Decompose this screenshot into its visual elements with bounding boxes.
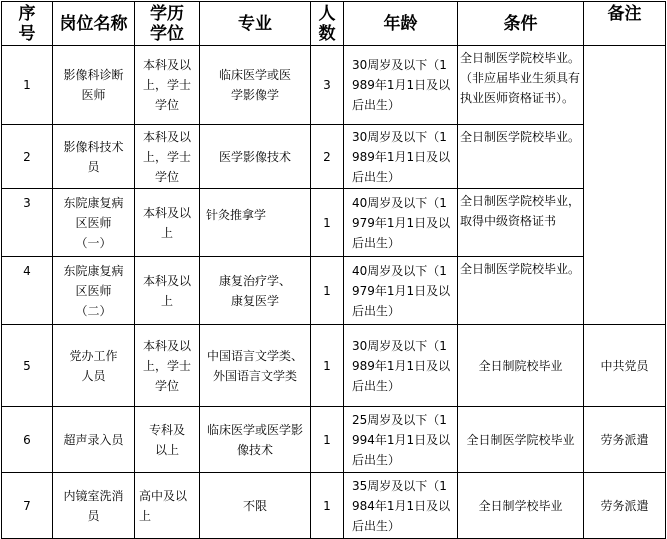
cell-cond: 全日制医学院校毕业。 [458,125,584,189]
cell-post: 东院康复病区医师（二） [53,257,135,325]
header-edu: 学历学位 [135,2,200,46]
cell-cond: 全日制医学院校毕业。 [458,257,584,325]
cell-post: 东院康复病区医师（一） [53,189,135,257]
header-count: 人数 [311,2,344,46]
cell-age: 30周岁及以下（1989年1月1日及以后出生） [344,325,458,407]
cell-age: 40周岁及以下（1979年1月1日及以后出生） [344,189,458,257]
header-age: 年龄 [344,2,458,46]
cell-count: 1 [311,407,344,473]
cell-major: 中国语言文学类、外国语言文学类 [200,325,311,407]
cell-major: 康复治疗学、康复医学 [200,257,311,325]
header-row [2,2,666,46]
cell-cond: 全日制医学院校毕业，取得中级资格证书 [458,189,584,257]
table-row [2,125,666,189]
cell-count: 1 [311,473,344,539]
cell-no: 4 [2,257,53,325]
table-row [2,189,666,257]
cell-cond: 全日制医学院校毕业 [458,407,584,473]
cell-no: 7 [2,473,53,539]
cell-post: 影像科诊断医师 [53,46,135,125]
cell-note: 中共党员 [584,325,666,407]
cell-major: 医学影像技术 [200,125,311,189]
header-post: 岗位名称 [53,2,135,46]
cell-cond: 全日制学校毕业 [458,473,584,539]
cell-edu: 本科及以上，学士学位 [135,125,200,189]
cell-count: 1 [311,189,344,257]
cell-age: 30周岁及以下（1989年1月1日及以后出生） [344,125,458,189]
cell-age: 40周岁及以下（1979年1月1日及以后出生） [344,257,458,325]
cell-edu: 专科及以上 [135,407,200,473]
cell-post: 超声录入员 [53,407,135,473]
recruitment-table [1,1,666,539]
cell-count: 1 [311,325,344,407]
cell-cond: 全日制医学院校毕业。（非应届毕业生须具有执业医师资格证书）。 [458,46,584,125]
cell-count: 3 [311,46,344,125]
cell-age: 30周岁及以下（1989年1月1日及以后出生） [344,46,458,125]
cell-age: 25周岁及以下（1994年1月1日及以后出生） [344,407,458,473]
cell-edu: 高中及以上 [135,473,200,539]
cell-post: 内镜室洗消员 [53,473,135,539]
cell-major: 针灸推拿学 [200,189,311,257]
table-row [2,46,666,125]
cell-note: 劳务派遣 [584,473,666,539]
table-row [2,325,666,407]
cell-no: 5 [2,325,53,407]
cell-no: 6 [2,407,53,473]
cell-count: 2 [311,125,344,189]
table-row [2,257,666,325]
header-cond: 条件 [458,2,584,46]
cell-major: 临床医学或医学影像学 [200,46,311,125]
cell-note: 劳务派遣 [584,407,666,473]
cell-post: 党办工作人员 [53,325,135,407]
cell-cond: 全日制院校毕业 [458,325,584,407]
header-major: 专业 [200,2,311,46]
cell-no: 3 [2,189,53,257]
cell-edu: 本科及以上 [135,257,200,325]
cell-major: 临床医学或医学影像技术 [200,407,311,473]
cell-no: 2 [2,125,53,189]
cell-note [584,46,666,325]
table-row [2,407,666,473]
cell-age: 35周岁及以下（1984年1月1日及以后出生） [344,473,458,539]
cell-no: 1 [2,46,53,125]
header-no: 序号 [2,2,53,46]
header-note: 备注 [584,2,666,46]
cell-edu: 本科及以上 [135,189,200,257]
cell-edu: 本科及以上，学士学位 [135,46,200,125]
cell-count: 1 [311,257,344,325]
cell-edu: 本科及以上，学士学位 [135,325,200,407]
table-row [2,473,666,539]
cell-post: 影像科技术员 [53,125,135,189]
cell-major: 不限 [200,473,311,539]
